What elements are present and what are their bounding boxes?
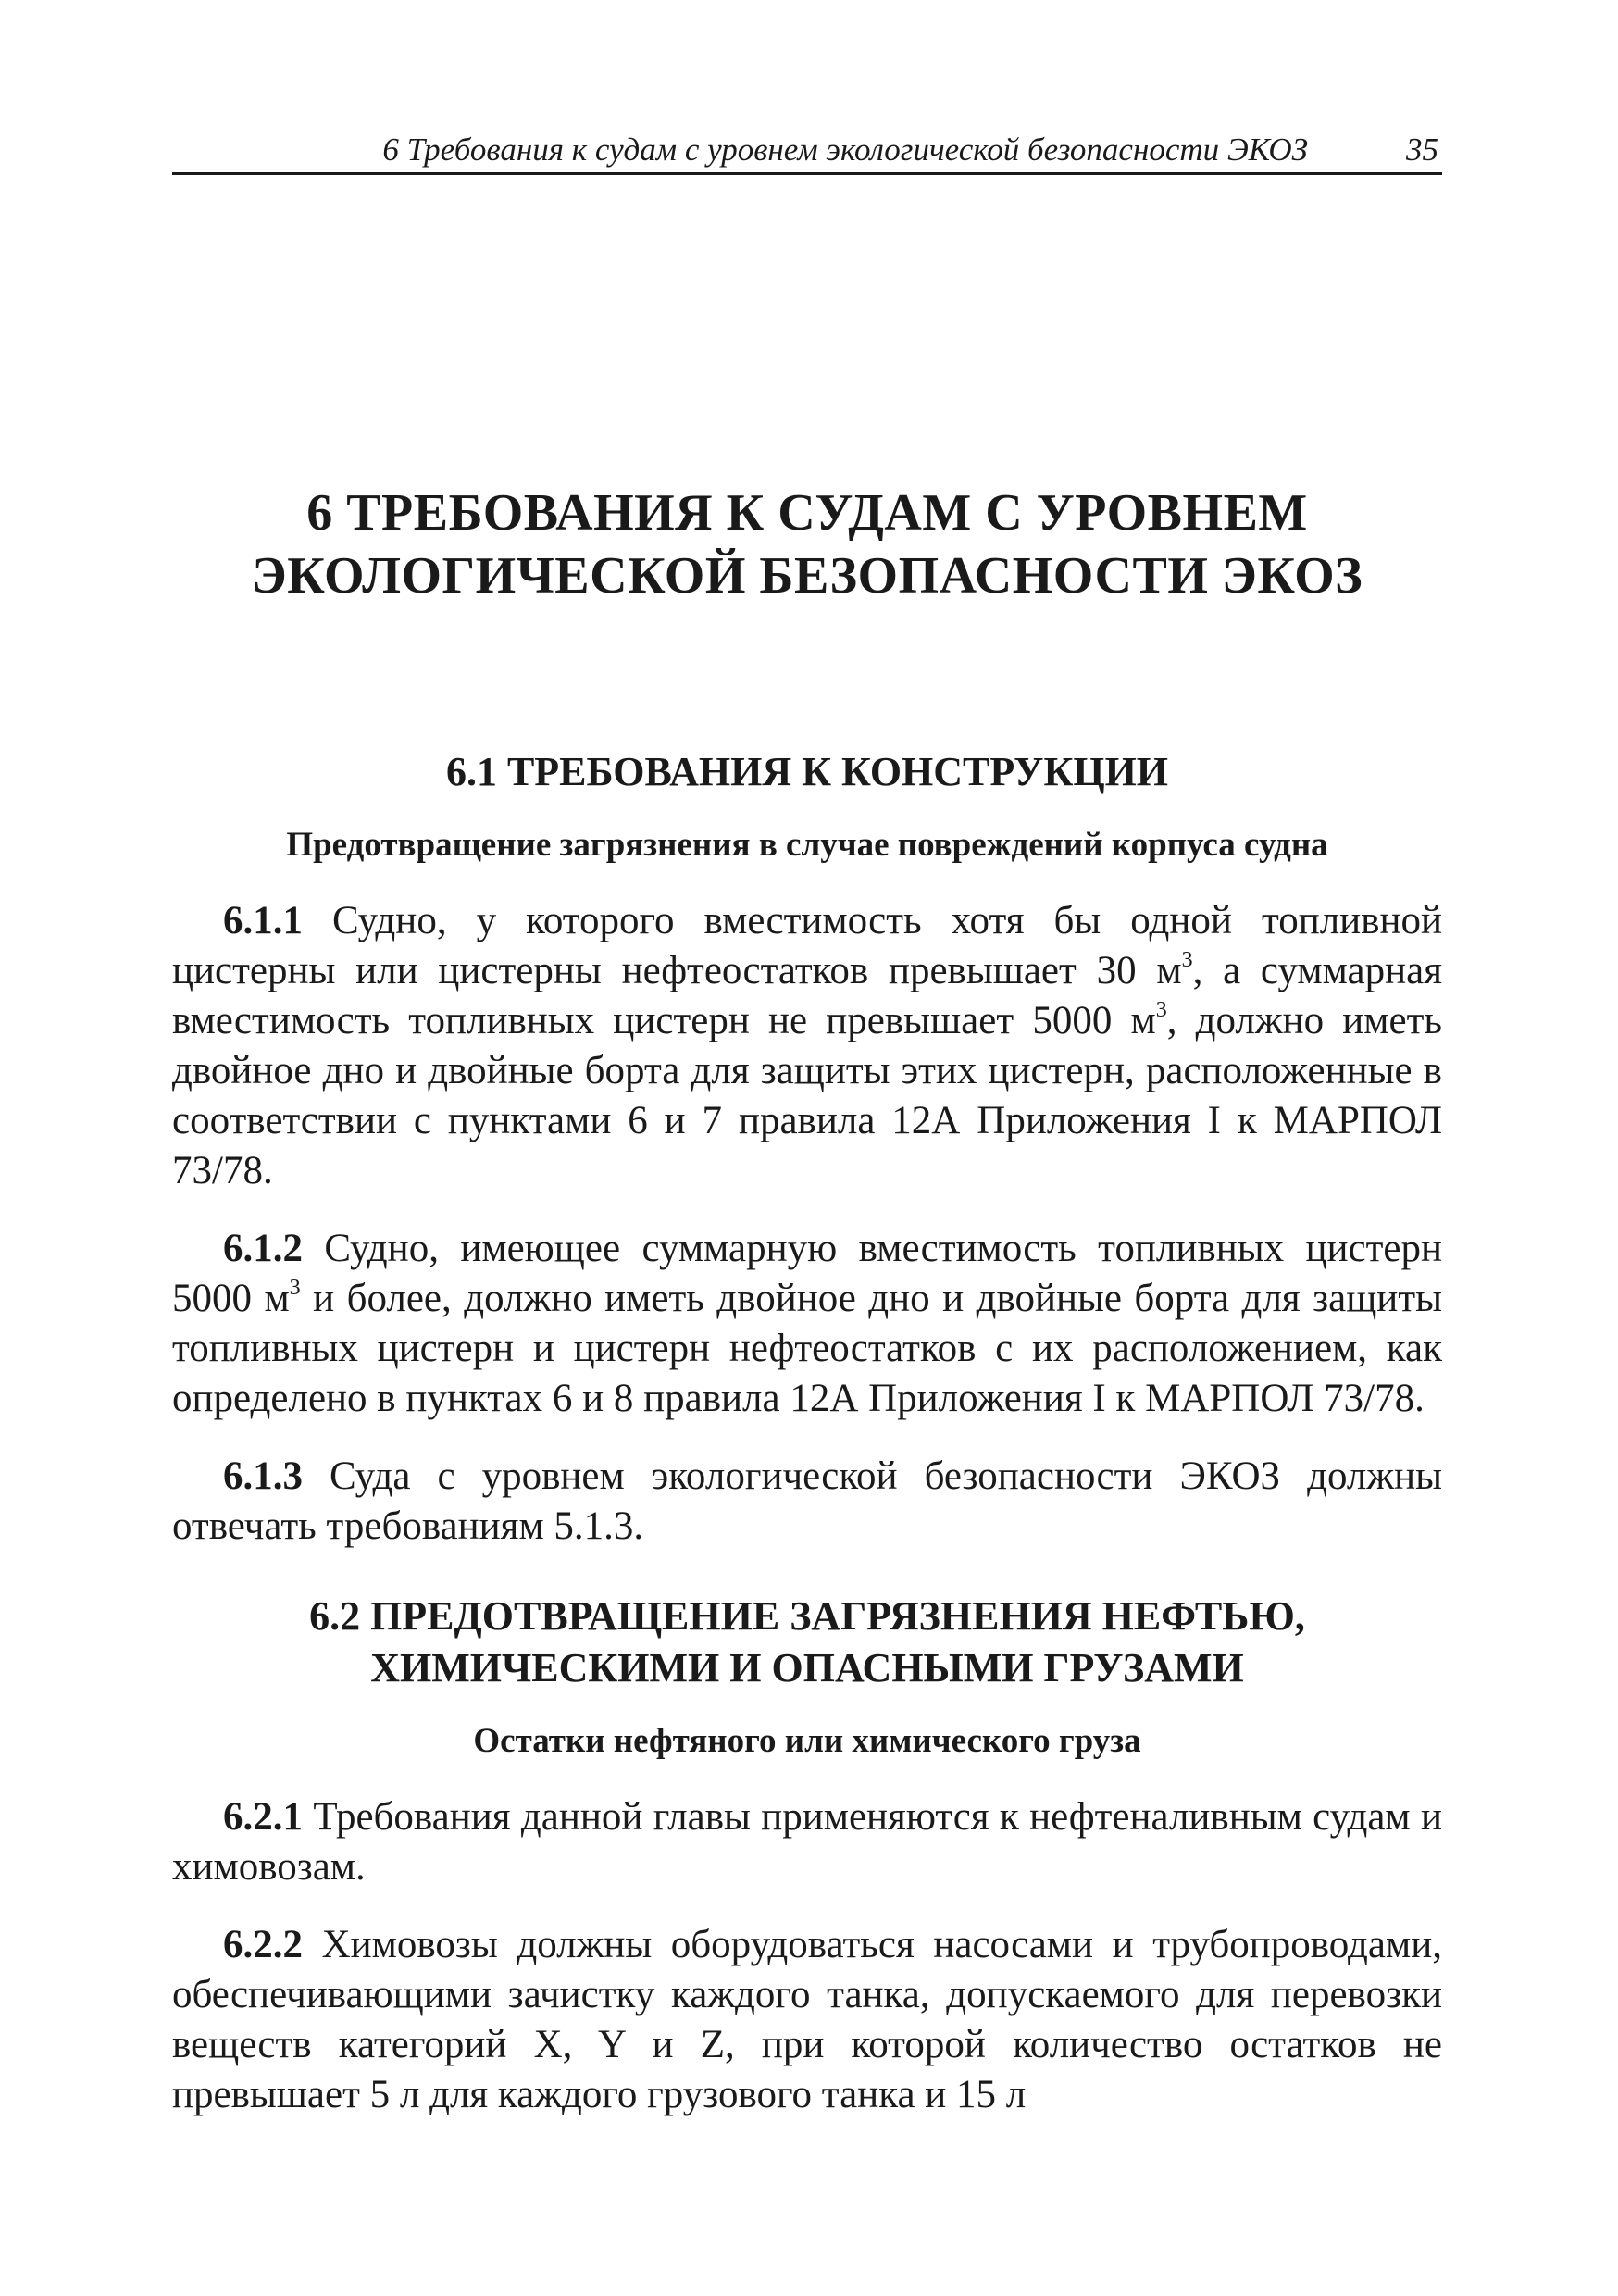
paragraph-6-2-2 <box>172 1920 1442 2120</box>
paragraph-text: Требования данной главы применяются к нефтеналивным судам и химовозам. <box>172 1795 1442 1889</box>
paragraph-6-1-1 <box>172 896 1442 1196</box>
paragraph-text: , а суммарная вместимость топливных цистерн не превышает 5000 м <box>172 949 1442 1042</box>
section-6-2-title <box>172 1591 1442 1694</box>
chapter-title-line1: 6 ТРЕБОВАНИЯ К СУДАМ С УРОВНЕМ <box>306 484 1308 542</box>
paragraph-text: Судно, у которого вместимость хотя бы одной топливной цистерны или цистерны нефтеостатков превышает 30 м <box>172 899 1442 992</box>
clause-number: 6.2.2 <box>223 1923 303 1966</box>
section-6-1-subtitle: Предотвращение загрязнения в случае повреждений корпуса судна <box>286 826 1328 864</box>
section-6-2-title-line1: 6.2 ПРЕДОТВРАЩЕНИЕ ЗАГРЯЗНЕНИЯ НЕФТЬЮ, <box>309 1593 1305 1639</box>
chapter-title-line2: ЭКОЛОГИЧЕСКОЙ БЕЗОПАСНОСТИ ЭКОЗ <box>251 547 1363 605</box>
paragraph-text: и более, должно иметь двойное дно и двойные борта для защиты топливных цистерн и цистерн нефтеостатков с их расположением, как определено в пунктах 6 и 8 правила 12А Приложения I к МАРПОЛ 73/78. <box>172 1277 1442 1420</box>
clause-number: 6.1.3 <box>223 1454 303 1498</box>
paragraph-text: , должно иметь двойное дно и двойные борта для защиты этих цистерн, расположенные в соответствии с пунктами 6 и 7 правила 12А Приложения I к МАРПОЛ 73/78. <box>172 999 1442 1192</box>
paragraph-text: Суда с уровнем экологической безопасности ЭКОЗ должны отвечать требованиям 5.1.3. <box>172 1454 1442 1548</box>
paragraph-text: Судно, имеющее суммарную вместимость топливных цистерн 5000 м <box>172 1227 1442 1320</box>
paragraph-6-1-3 <box>172 1452 1442 1552</box>
page-number: 35 <box>1406 131 1438 168</box>
paragraph-6-2-1 <box>172 1792 1442 1892</box>
paragraph-text: Химовозы должны оборудоваться насосами и трубопроводами, обеспечивающими зачистку каждого танка, допускаемого для перевозки веществ категорий X, Y и Z, при которой количество остатков не превышает 5 л для каждого грузового танка и 15 л <box>172 1923 1442 2116</box>
section-6-2-subtitle: Остатки нефтяного или химического груза <box>473 1722 1141 1760</box>
clause-number: 6.1.1 <box>223 899 303 942</box>
superscript: 3 <box>289 1276 301 1300</box>
section-6-1-title: 6.1 ТРЕБОВАНИЯ К КОНСТРУКЦИИ <box>445 749 1169 794</box>
superscript: 3 <box>1181 948 1193 972</box>
section-6-2-title-line2: ХИМИЧЕСКИМИ И ОПАСНЫМИ ГРУЗАМИ <box>370 1645 1244 1691</box>
running-header <box>172 128 1442 175</box>
paragraph-6-1-2 <box>172 1224 1442 1424</box>
clause-number: 6.1.2 <box>223 1227 303 1270</box>
page-content <box>172 481 1442 2120</box>
superscript: 3 <box>1155 998 1167 1022</box>
clause-number: 6.2.1 <box>223 1795 303 1839</box>
running-title: 6 Требования к судам с уровнем экологической безопасности ЭКОЗ <box>382 131 1308 168</box>
chapter-title <box>172 481 1442 607</box>
